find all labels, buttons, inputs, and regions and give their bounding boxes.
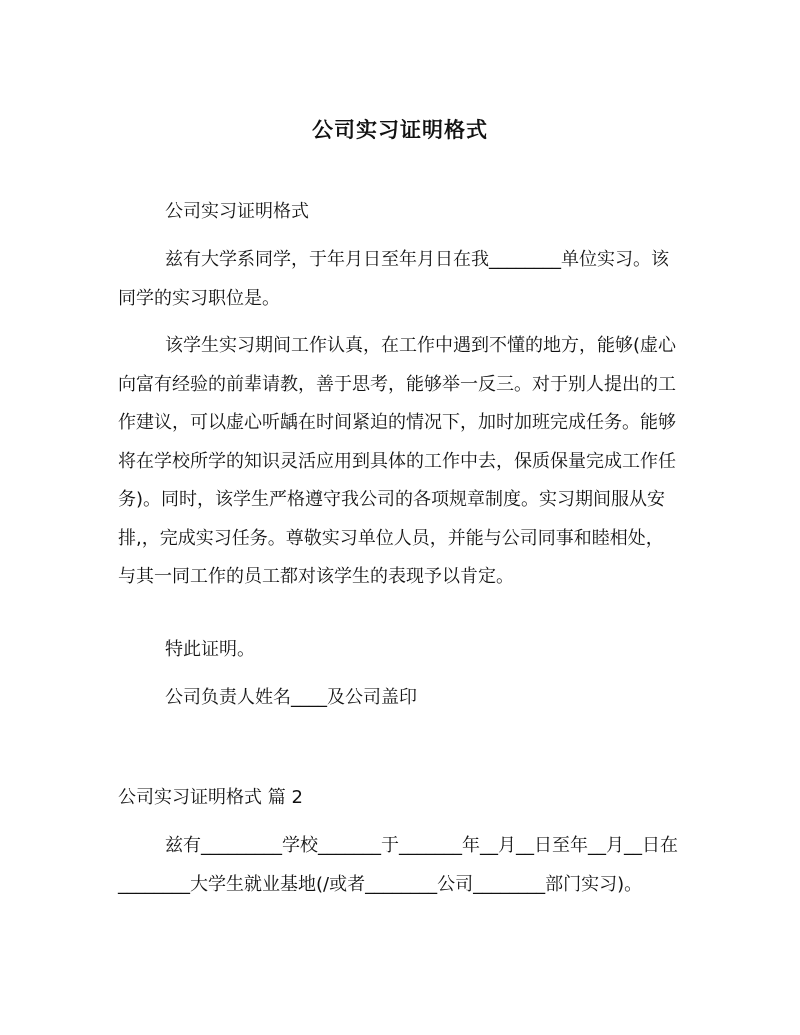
- intro-paragraph: 兹有大学系同学，于年月日至年月日在我________单位实习。该同学的实习职位是。: [118, 249, 669, 309]
- evaluation-paragraph: 该学生实习期间工作认真，在工作中遇到不懂的地方，能够(虚心向富有经验的前辈请教，善于思考，能够举一反三。对于别人提出的工作建议，可以虚心听龋在时间紧迫的情况下，加时加班完成任务。能够将在学校所学的知识灵活应用到具体的工作中去，保质保量完成工作任务)。同时，该学生严格遵守我公司的各项规章制度。实习期间服从安排,，完成实习任务。尊敬实习单位人员，并能与公司同事和睦相处，与其一同工作的员工都对该学生的表现予以肯定。: [118, 335, 677, 587]
- signature-line: 公司负责人姓名____及公司盖印: [165, 687, 417, 708]
- section-heading: 公司实习证明格式: [165, 201, 309, 222]
- document-title: 公司实习证明格式: [312, 118, 488, 142]
- section-2-paragraph: 兹有_________学校_______于_______年__月__日至年__月__日在________大学生就业基地(/或者________公司________部门实习)。: [118, 835, 678, 895]
- section-2-heading: 公司实习证明格式 篇 2: [118, 787, 303, 808]
- certification-line: 特此证明。: [165, 639, 255, 660]
